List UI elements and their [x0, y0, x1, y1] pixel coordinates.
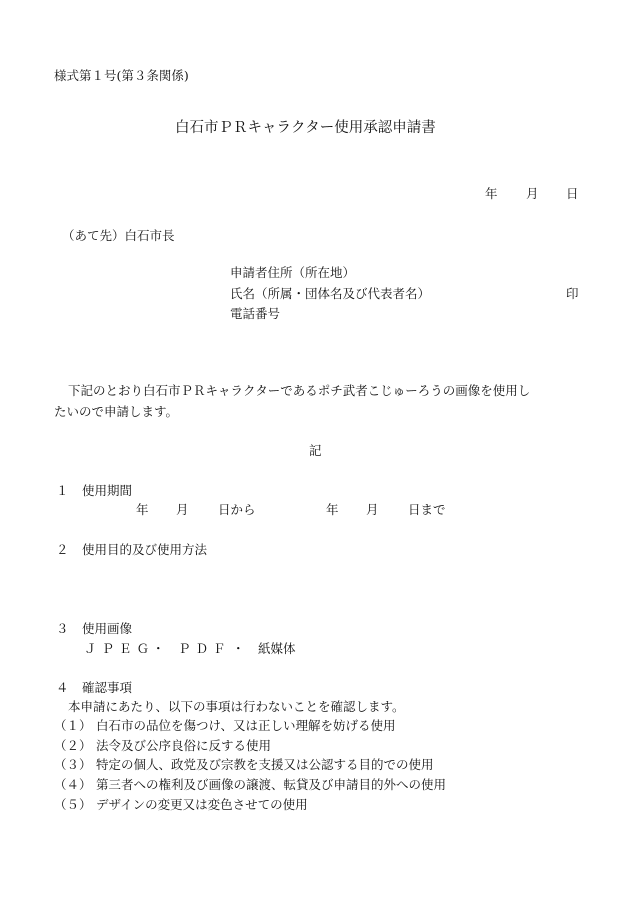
addressee: （あて先）白石市長	[62, 228, 175, 243]
image-option-jpeg: ＪＰＥＧ	[84, 641, 155, 656]
confirm-item-text: デザインの変更又は変色させての使用	[96, 797, 308, 812]
confirm-item-text: 第三者への権利及び画像の譲渡、転貸及び申請目的外への使用	[96, 777, 447, 792]
image-option-separator: ・	[152, 641, 165, 656]
confirm-intro: 本申請にあたり、以下の事項は行わないことを確認します。	[68, 699, 405, 714]
confirm-item-text: 白石市の品位を傷つけ、又は正しい理解を妨げる使用	[96, 718, 396, 733]
period-from-year: 年	[136, 502, 149, 517]
section-image-title: 使用画像	[82, 621, 133, 636]
confirm-item-text: 特定の個人、政党及び宗教を支援又は公認する目的での使用	[96, 757, 434, 772]
confirm-item-text: 法令及び公序良俗に反する使用	[96, 738, 272, 753]
confirm-item-number: （１）	[54, 718, 92, 733]
period-to-month: 月	[366, 502, 379, 517]
section-confirm-number: ４	[56, 680, 69, 695]
period-from-day: 日から	[218, 502, 256, 517]
confirm-item-number: （３）	[54, 757, 92, 772]
period-to-day: 日まで	[408, 502, 446, 517]
applicant-name-label: 氏名（所属・団体名及び代表者名）	[230, 286, 431, 301]
applicant-address-label: 申請者住所（所在地）	[230, 265, 356, 280]
intro-line-1: 下記のとおり白石市ＰＲキャラクターであるポチ武者こじゅーろうの画像を使用し	[68, 383, 531, 398]
confirm-item-number: （５）	[54, 797, 92, 812]
image-option-pdf: ＰＤＦ	[178, 641, 231, 656]
date-year-label: 年	[485, 186, 498, 201]
date-day-label: 日	[566, 186, 579, 201]
section-image-number: ３	[56, 621, 69, 636]
seal-mark: 印	[566, 286, 579, 301]
confirm-item-number: （４）	[54, 777, 92, 792]
applicant-phone-label: 電話番号	[230, 306, 281, 321]
image-option-separator: ・	[232, 641, 245, 656]
period-from-month: 月	[176, 502, 189, 517]
date-month-label: 月	[526, 186, 539, 201]
confirm-item-number: （２）	[54, 738, 92, 753]
section-purpose-number: ２	[56, 542, 69, 557]
intro-line-2: たいので申請します。	[54, 404, 179, 419]
form-title: 白石市ＰＲキャラクター使用承認申請書	[175, 120, 436, 136]
ki-heading: 記	[309, 443, 322, 458]
section-period-number: １	[56, 483, 69, 498]
section-confirm-title: 確認事項	[82, 680, 133, 695]
image-option-paper: 紙媒体	[258, 641, 296, 656]
period-to-year: 年	[326, 502, 339, 517]
section-period-title: 使用期間	[82, 483, 133, 498]
section-purpose-title: 使用目的及び使用方法	[82, 542, 208, 557]
form-number: 様式第１号(第３条関係)	[54, 68, 189, 83]
